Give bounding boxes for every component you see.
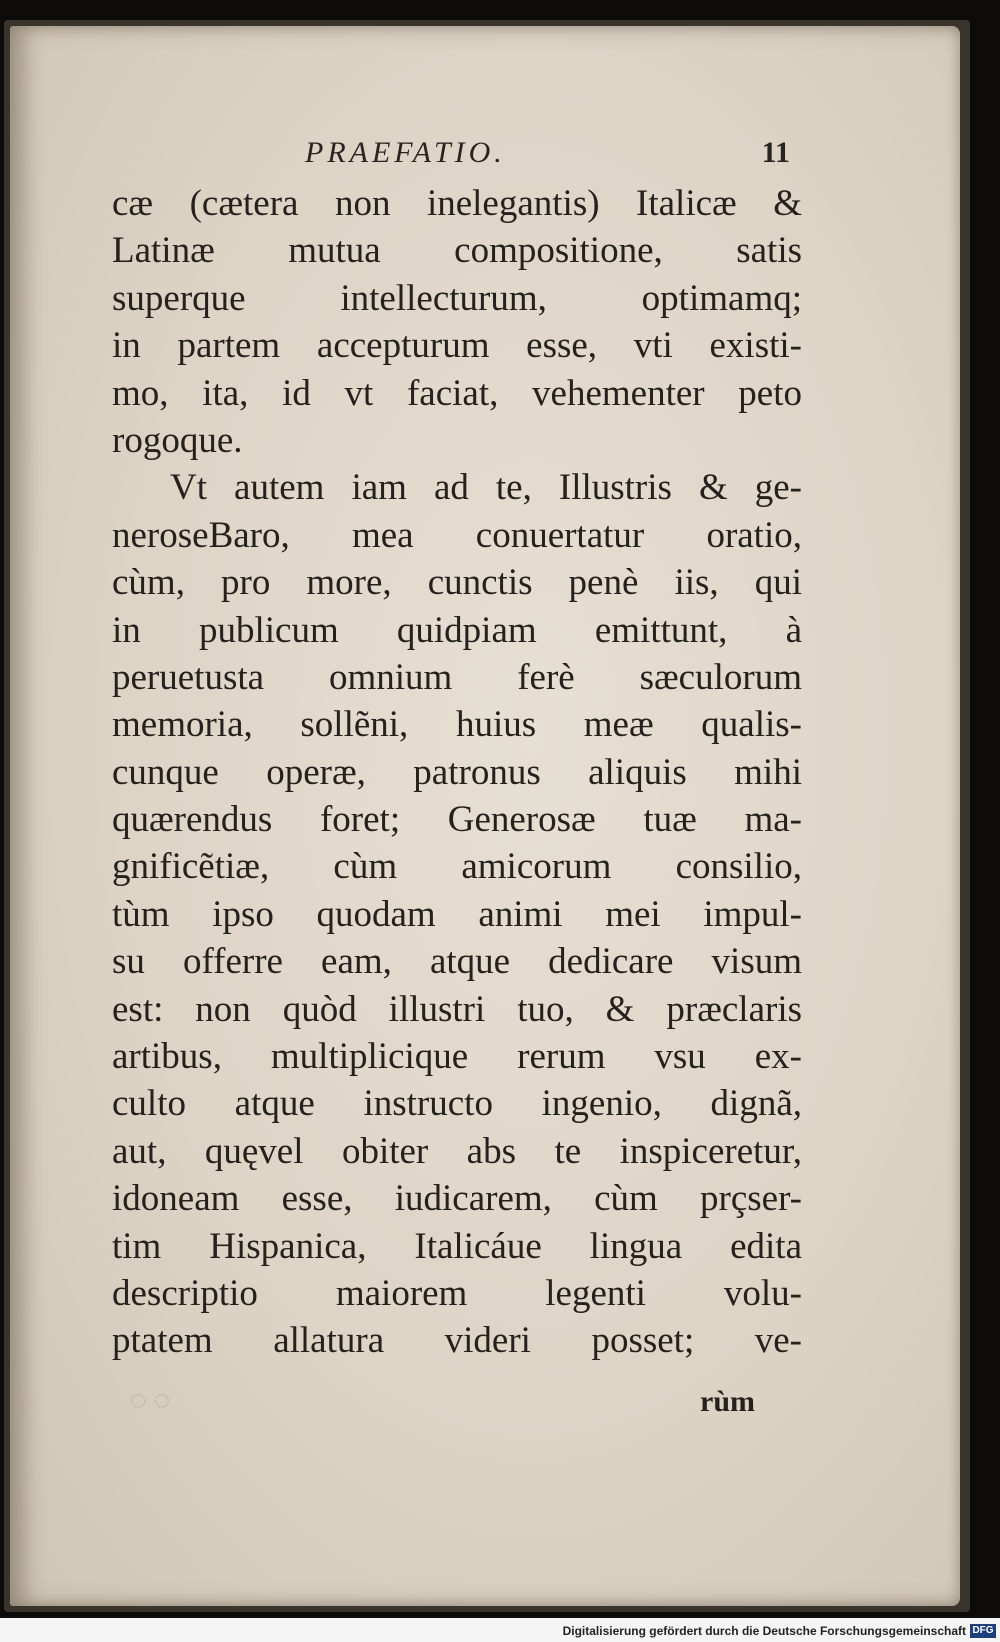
funding-credit: Digitalisierung gefördert durch die Deutsche Forschungsgemeinschaft: [562, 1624, 966, 1638]
text-line: peruetusta omnium ferè sæculorum: [112, 656, 802, 698]
text-line: in partem accepturum esse, vti existi-: [112, 325, 802, 367]
page-header: [110, 136, 790, 176]
text-line: Latinæ mutua compositione, satis: [112, 230, 802, 272]
text-line: cæ (cætera non inelegantis) Italicæ &: [112, 183, 802, 224]
text-line: ptatem allatura videri posset; ve-: [112, 1320, 802, 1362]
text-line: rogoque.: [112, 419, 243, 461]
text-line: artibus, multiplicique rerum vsu ex-: [112, 1036, 802, 1078]
text-line: memoria, sollẽni, huius meæ qualis-: [112, 704, 802, 746]
text-line: su offerre eam, atque dedicare visum: [112, 941, 802, 983]
text-line: cùm, pro more, cunctis penè iis, qui: [112, 562, 802, 604]
page-number: 11: [761, 136, 790, 169]
text-line: idoneam esse, iudicarem, cùm prçser-: [112, 1178, 802, 1220]
text-line: descriptio maiorem legenti volu-: [112, 1272, 802, 1314]
text-line: superque intellecturum, optimamq;: [112, 277, 802, 319]
text-line: gnificẽtiæ, cùm amicorum consilio,: [112, 846, 802, 888]
text-line: in publicum quidpiam emittunt, à: [112, 609, 802, 651]
running-head: PRAEFATIO.: [305, 136, 506, 169]
text-line: Vt autem iam ad te, Illustris & ge-: [170, 467, 802, 509]
text-line: neroseBaro, mea conuertatur oratio,: [112, 514, 802, 556]
text-line: mo, ita, id vt faciat, vehementer peto: [112, 372, 802, 414]
text-line: cunque operæ, patronus aliquis mihi: [112, 751, 802, 793]
catchword: rùm: [700, 1385, 755, 1418]
body-text: [112, 180, 802, 1365]
text-line: culto atque instructo ingenio, dignã,: [112, 1083, 802, 1125]
text-line: quærendus foret; Generosæ tuæ ma-: [112, 799, 802, 841]
dfg-logo-icon: DFG: [970, 1624, 996, 1638]
text-line: tim Hispanica, Italicáue lingua edita: [112, 1225, 802, 1267]
digitization-footer: [0, 1618, 1000, 1642]
show-through-mark: ◌ ◌: [130, 1385, 171, 1416]
text-line: est: non quòd illustri tuo, & præclaris: [112, 988, 802, 1030]
text-line: aut, quęvel obiter abs te inspiceretur,: [112, 1130, 802, 1172]
text-line: tùm ipso quodam animi mei impul-: [112, 893, 802, 935]
